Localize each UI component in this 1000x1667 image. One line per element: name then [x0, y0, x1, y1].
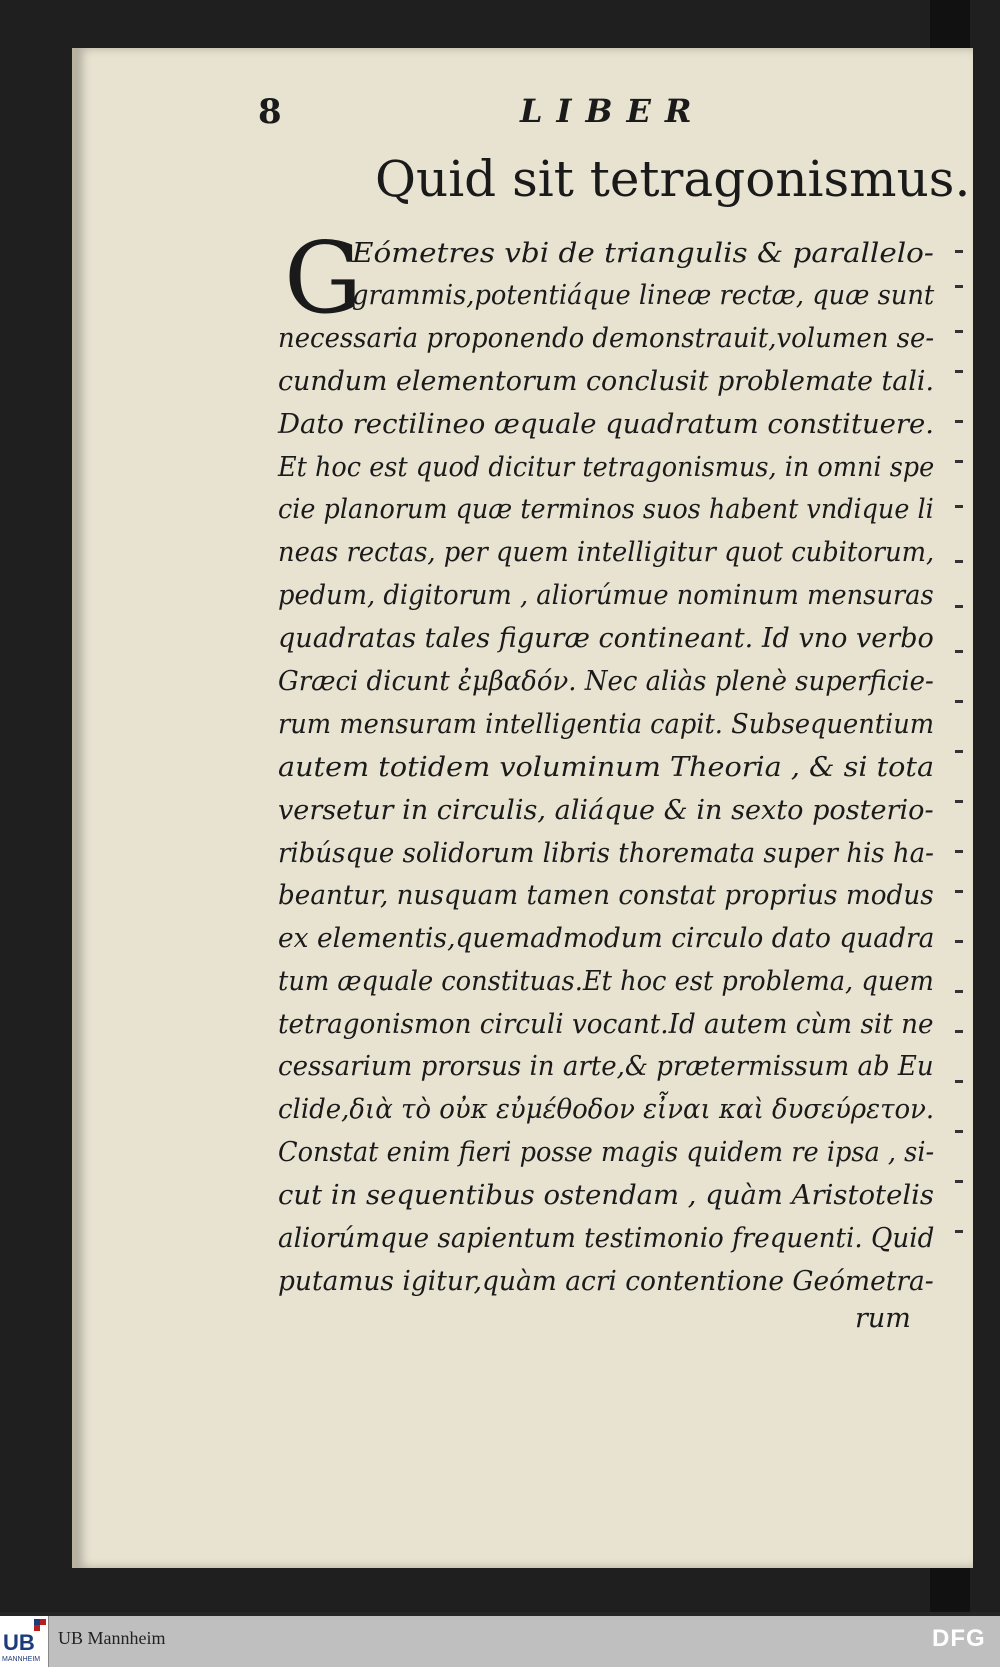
library-name[interactable]: UB Mannheim	[58, 1628, 166, 1648]
text-line: clide,διὰ τὸ οὐκ εὐμέθοδον εἶναι καὶ δυσεύρετον.	[278, 1094, 935, 1125]
ub-logo-text: UB	[3, 1630, 35, 1655]
text-line: tum æquale constituas.Et hoc est problema, quem	[278, 966, 934, 997]
text-line: pedum, digitorum , aliorúmue nominum mensuras	[278, 580, 934, 611]
text-line: neas rectas, per quem intelligitur quot cubitorum,	[278, 537, 935, 568]
edge-marks	[955, 230, 969, 1330]
text-line: Dato rectilineo æquale quadratum constituere.	[278, 409, 935, 440]
dfg-logo[interactable]: DFG	[932, 1625, 986, 1652]
text-line: cundum elementorum conclusit problemate tali.	[278, 366, 934, 397]
text-line: versetur in circulis, aliáque & in sexto posterio-	[278, 795, 934, 826]
text-line: necessaria proponendo demonstrauit,volumen se-	[278, 323, 935, 354]
text-line: ribúsque solidorum libris thoremata super his ha-	[278, 838, 934, 869]
chapter-title: Quid sit tetragonismus.	[375, 150, 971, 208]
text-line: Eómetres vbi de triangulis & parallelo-	[352, 238, 934, 269]
page-number: 8	[258, 92, 282, 132]
text-line: Constat enim fieri posse magis quidem re ipsa , si-	[278, 1137, 935, 1168]
text-line: autem totidem voluminum Theoria , & si tota	[278, 752, 935, 783]
text-line: putamus igitur,quàm acri contentione Geómetra-	[278, 1266, 934, 1297]
text-line: Et hoc est quod dicitur tetragonismus, in omni spe	[278, 452, 935, 483]
text-line: quadratas tales figuræ contineant. Id vno verbo	[278, 623, 934, 654]
running-title: LIBER	[520, 92, 706, 130]
text-line: cessarium prorsus in arte,& prætermissum ab Eu	[278, 1051, 934, 1082]
ub-logo-subtext: MANNHEIM	[2, 1656, 41, 1663]
drop-cap: G	[284, 222, 363, 336]
catchword: rum	[855, 1303, 911, 1334]
text-line: tetragonismon circuli vocant.Id autem cùm sit ne	[278, 1009, 934, 1040]
text-line: beantur, nusquam tamen constat proprius modus	[278, 880, 934, 911]
text-line: aliorúmque sapientum testimonio frequenti. Quid	[278, 1223, 935, 1254]
text-line: cie planorum quæ terminos suos habent vndique li	[278, 494, 934, 525]
ub-logo[interactable]	[0, 1616, 49, 1667]
text-line: rum mensuram intelligentia capit. Subsequentium	[278, 709, 935, 740]
text-line: ex elementis,quemadmodum circulo dato quadra	[278, 923, 935, 954]
text-line: Græci dicunt ἐμβαδόν. Nec aliàs plenè superficie-	[278, 666, 934, 697]
text-line: grammis,potentiáque lineæ rectæ, quæ sunt	[352, 280, 935, 311]
text-line: cut in sequentibus ostendam , quàm Aristotelis	[278, 1180, 935, 1211]
